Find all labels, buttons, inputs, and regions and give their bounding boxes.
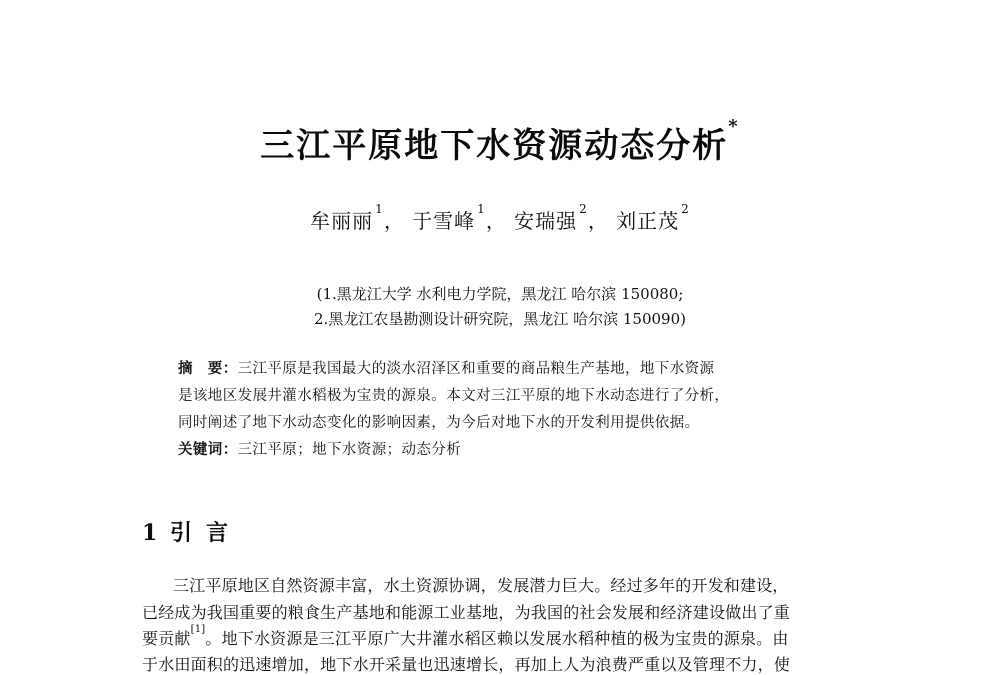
abstract-label: 摘 要： xyxy=(178,360,238,377)
body-text-line xyxy=(142,626,862,649)
abstract-line xyxy=(178,357,838,378)
author-name: 牟丽丽 xyxy=(310,209,374,233)
citation-ref: [1] xyxy=(190,624,206,635)
author-affiliation-mark: 1 xyxy=(375,202,384,216)
abstract-line: 同时阐述了地下水动态变化的影响因素，为今后对地下水的开发利用提供依据。 xyxy=(178,415,700,431)
affiliation-line: 2.黑龙江农垦勘测设计研究院，黑龙江 哈尔滨 150090) xyxy=(314,310,686,328)
author-separator: ， xyxy=(587,209,609,233)
section-number: 1 xyxy=(142,520,158,546)
body-text-line: 已经成为我国重要的粮食生产基地和能源工业基地，为我国的社会发展和经济建设做出了重 xyxy=(142,603,791,622)
abstract-text: 三江平原是我国最大的淡水沼泽区和重要的商品粮生产基地，地下水资源 xyxy=(237,361,715,377)
affiliation-line: (1.黑龙江大学 水利电力学院，黑龙江 哈尔滨 150080; xyxy=(316,285,684,303)
keywords-line xyxy=(178,438,838,459)
keywords-label: 关键词： xyxy=(178,441,238,458)
paper-title-text: 三江平原地下水资源动态分析 xyxy=(260,126,729,166)
title-footnote-mark: * xyxy=(728,116,740,137)
keywords-text: 三江平原；地下水资源；动态分析 xyxy=(237,442,462,458)
author-affiliation-mark: 1 xyxy=(477,202,486,216)
author-separator: ， xyxy=(485,209,507,233)
body-text: 。地下水资源是三江平原广大井灌水稻区赖以发展水稻种植的极为宝贵的源泉。由 xyxy=(205,629,789,648)
author-list xyxy=(0,202,1000,234)
author-name: 安瑞强 xyxy=(514,209,578,233)
author-affiliation-mark: 2 xyxy=(579,202,588,216)
author-affiliation-mark: 2 xyxy=(681,202,690,216)
author-name: 于雪峰 xyxy=(412,209,476,233)
section-title: 引言 xyxy=(170,520,243,546)
author-separator: ， xyxy=(383,209,405,233)
body-text-line: 三江平原地区自然资源丰富，水土资源协调，发展潜力巨大。经过多年的开发和建设， xyxy=(173,576,789,595)
body-text: 要贡献 xyxy=(142,629,191,648)
section-heading xyxy=(142,516,242,547)
paper-title xyxy=(0,118,1000,167)
body-text-line: 于水田面积的迅速增加，地下水开采量也迅速增长，再加上人为浪费严重以及管理不力，使 xyxy=(142,655,791,674)
abstract-line: 是该地区发展井灌水稻极为宝贵的源泉。本文对三江平原的地下水动态进行了分析， xyxy=(178,388,730,404)
author-name: 刘正茂 xyxy=(616,209,680,233)
